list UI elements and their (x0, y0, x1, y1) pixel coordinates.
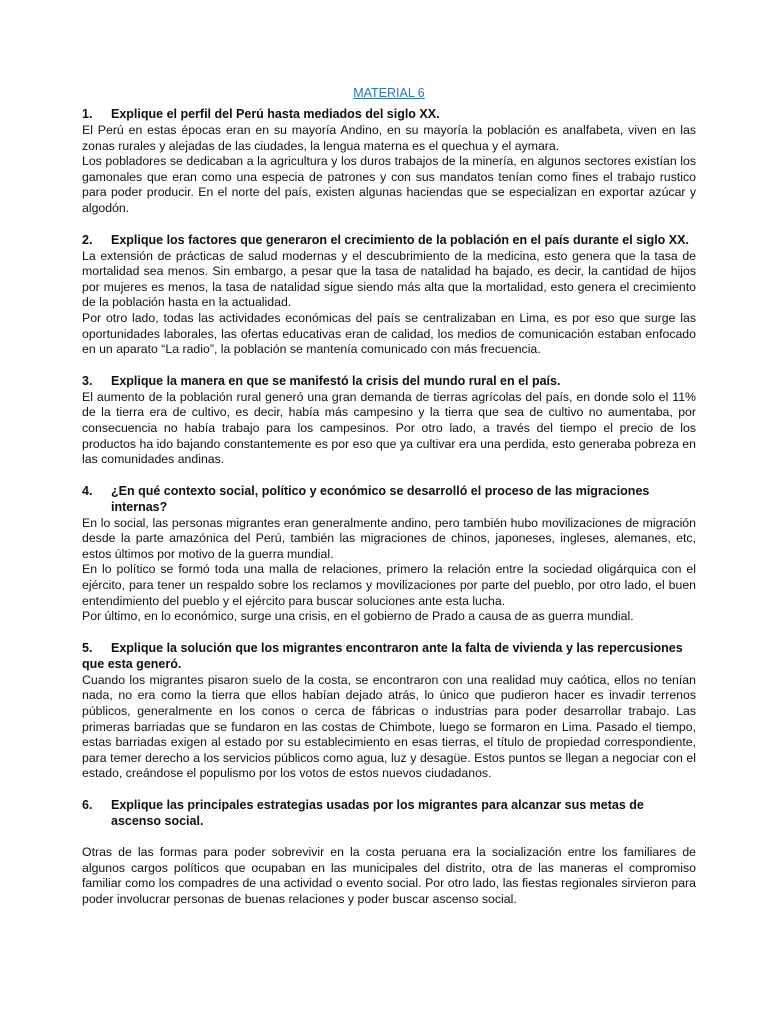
answer-paragraph: El Perú en estas épocas eran en su mayoría Andino, en su mayoría la población es analfabeta, viven en las zonas rurales y alejadas de las ciudades, la lengua materna es el quechua y el aymara. (82, 123, 696, 153)
section-2 (82, 232, 696, 358)
answer-paragraph: El aumento de la población rural generó una gran demanda de tierras agrícolas del país, en donde solo el 11% de la tierra era de cultivo, es decir, había más campesino y la tierra que sea de cultivo no aumentaba, por consecuencia no había trabajo para los campesinos. Por otro lado, a través del tiempo el precio de los productos ha ido bajando constantemente es por eso que ya cultivar era una perdida, esto generaba pobreza en las comunidades andinas. (82, 389, 696, 467)
question-text: Explique los factores que generaron el crecimiento de la población en el país durante el siglo XX. (111, 232, 689, 247)
section-6 (82, 797, 696, 907)
question-text: Explique la solución que los migrantes encontraron ante la falta de vivienda y las repercusiones que esta generó. (82, 640, 683, 671)
answer-paragraph: Otras de las formas para poder sobrevivir en la costa peruana era la socialización entre los familiares de algunos cargos políticos que ocupaban en las municipales del distrito, otra de las maneras el compromiso familiar como los compadres de una actividad o evento social. Por otro lado, las fiestas regionales sirvieron para poder involucrar personas de buenas relaciones y poder buscar ascenso social. (82, 845, 696, 906)
question-heading (82, 106, 696, 122)
answer-paragraph: La extensión de prácticas de salud modernas y el descubrimiento de la medicina, esto genera que la tasa de mortalidad sea menos. Sin embargo, a pesar que la tasa de natalidad ha bajado, es decir, la cantidad de hijos por mujeres es menos, la tasa de natalidad sigue siendo más alta que la mortalidad, esto genera el crecimiento de la población hasta en la actualidad. (82, 248, 696, 310)
question-heading (82, 232, 696, 248)
question-number: 3. (82, 373, 93, 388)
answer-paragraph: Cuando los migrantes pisaron suelo de la costa, se encontraron con una realidad muy caótica, ellos no tenían nada, no era como la tierra que ellos habían dejado atrás, lo único que pudieron hacer es invadir terrenos públicos, generalmente en los conos o cerca de fábricas o industrias para poder desarrollar trabajo. Las primeras barriadas que se fundaron en las costas de Chimbote, luego se formaron en Lima. Pasado el tiempo, estas barriadas exigen al estado por su establecimiento en esas tierras, el título de propiedad correspondiente, para temer derecho a los servicios públicos como agua, luz y desagüe. Estos puntos se llegan a negociar con el estado, creándose el populismo por los votos de estos nuevos ciudadanos. (82, 672, 696, 781)
answer-paragraph: En lo político se formó toda una malla de relaciones, primero la relación entre la sociedad oligárquica con el ejército, para tener un respaldo sobre los reclamos y movilizaciones por parte del pueblo, por otro lado, el buen entendimiento del pueblo y el ejército para buscar soluciones ante esta lucha. (82, 562, 696, 608)
question-number: 4. (82, 483, 93, 498)
document-title (82, 84, 696, 102)
title-link[interactable]: MATERIAL 6 (353, 86, 425, 100)
question-heading (82, 797, 696, 829)
question-text: Explique la manera en que se manifestó la crisis del mundo rural en el país. (111, 373, 561, 388)
question-text: Explique el perfil del Perú hasta mediados del siglo XX. (111, 107, 440, 121)
question-text: ¿En qué contexto social, político y económico se desarrolló el proceso de las migraciones internas? (111, 483, 650, 514)
section-3 (82, 373, 696, 468)
question-number: 5. (82, 640, 93, 655)
section-4 (82, 483, 696, 625)
answer-paragraph: Por último, en lo económico, surge una crisis, en el gobierno de Prado a causa de as guerra mundial. (82, 609, 634, 624)
answer-paragraph: Por otro lado, todas las actividades económicas del país se centralizaban en Lima, es por eso que surge las oportunidades laborales, las ofertas educativas eran de calidad, los medios de comunicación estaban enfocado en un aparato “La radio”, la población se mantenía comunicado con más frecuencia. (82, 310, 696, 357)
answer-paragraph: En lo social, las personas migrantes eran generalmente andino, pero también hubo movilizaciones de migración desde la parte amazónica del Perú, también las migraciones de chinos, japoneses, ingleses, alemanes, etc, estos últimos por motivo de la guerra mundial. (82, 515, 696, 561)
question-heading (82, 373, 696, 389)
question-heading (82, 483, 696, 515)
question-number: 6. (82, 798, 93, 812)
question-heading (82, 640, 696, 672)
answer-paragraph: Los pobladores se dedicaban a la agricultura y los duros trabajos de la minería, en algunos sectores existían los gamonales que eran como una especia de patrones y con sus mandatos tenían como fines el trabajo rustico para poder producir. En el norte del país, existen algunas haciendas que se especializan en exportar azúcar y algodón. (82, 154, 696, 215)
question-number: 2. (82, 232, 93, 247)
question-text: Explique las principales estrategias usadas por los migrantes para alcanzar sus metas de ascenso social. (111, 798, 644, 828)
question-number: 1. (82, 107, 93, 121)
section-1 (82, 106, 696, 217)
section-5 (82, 640, 696, 782)
